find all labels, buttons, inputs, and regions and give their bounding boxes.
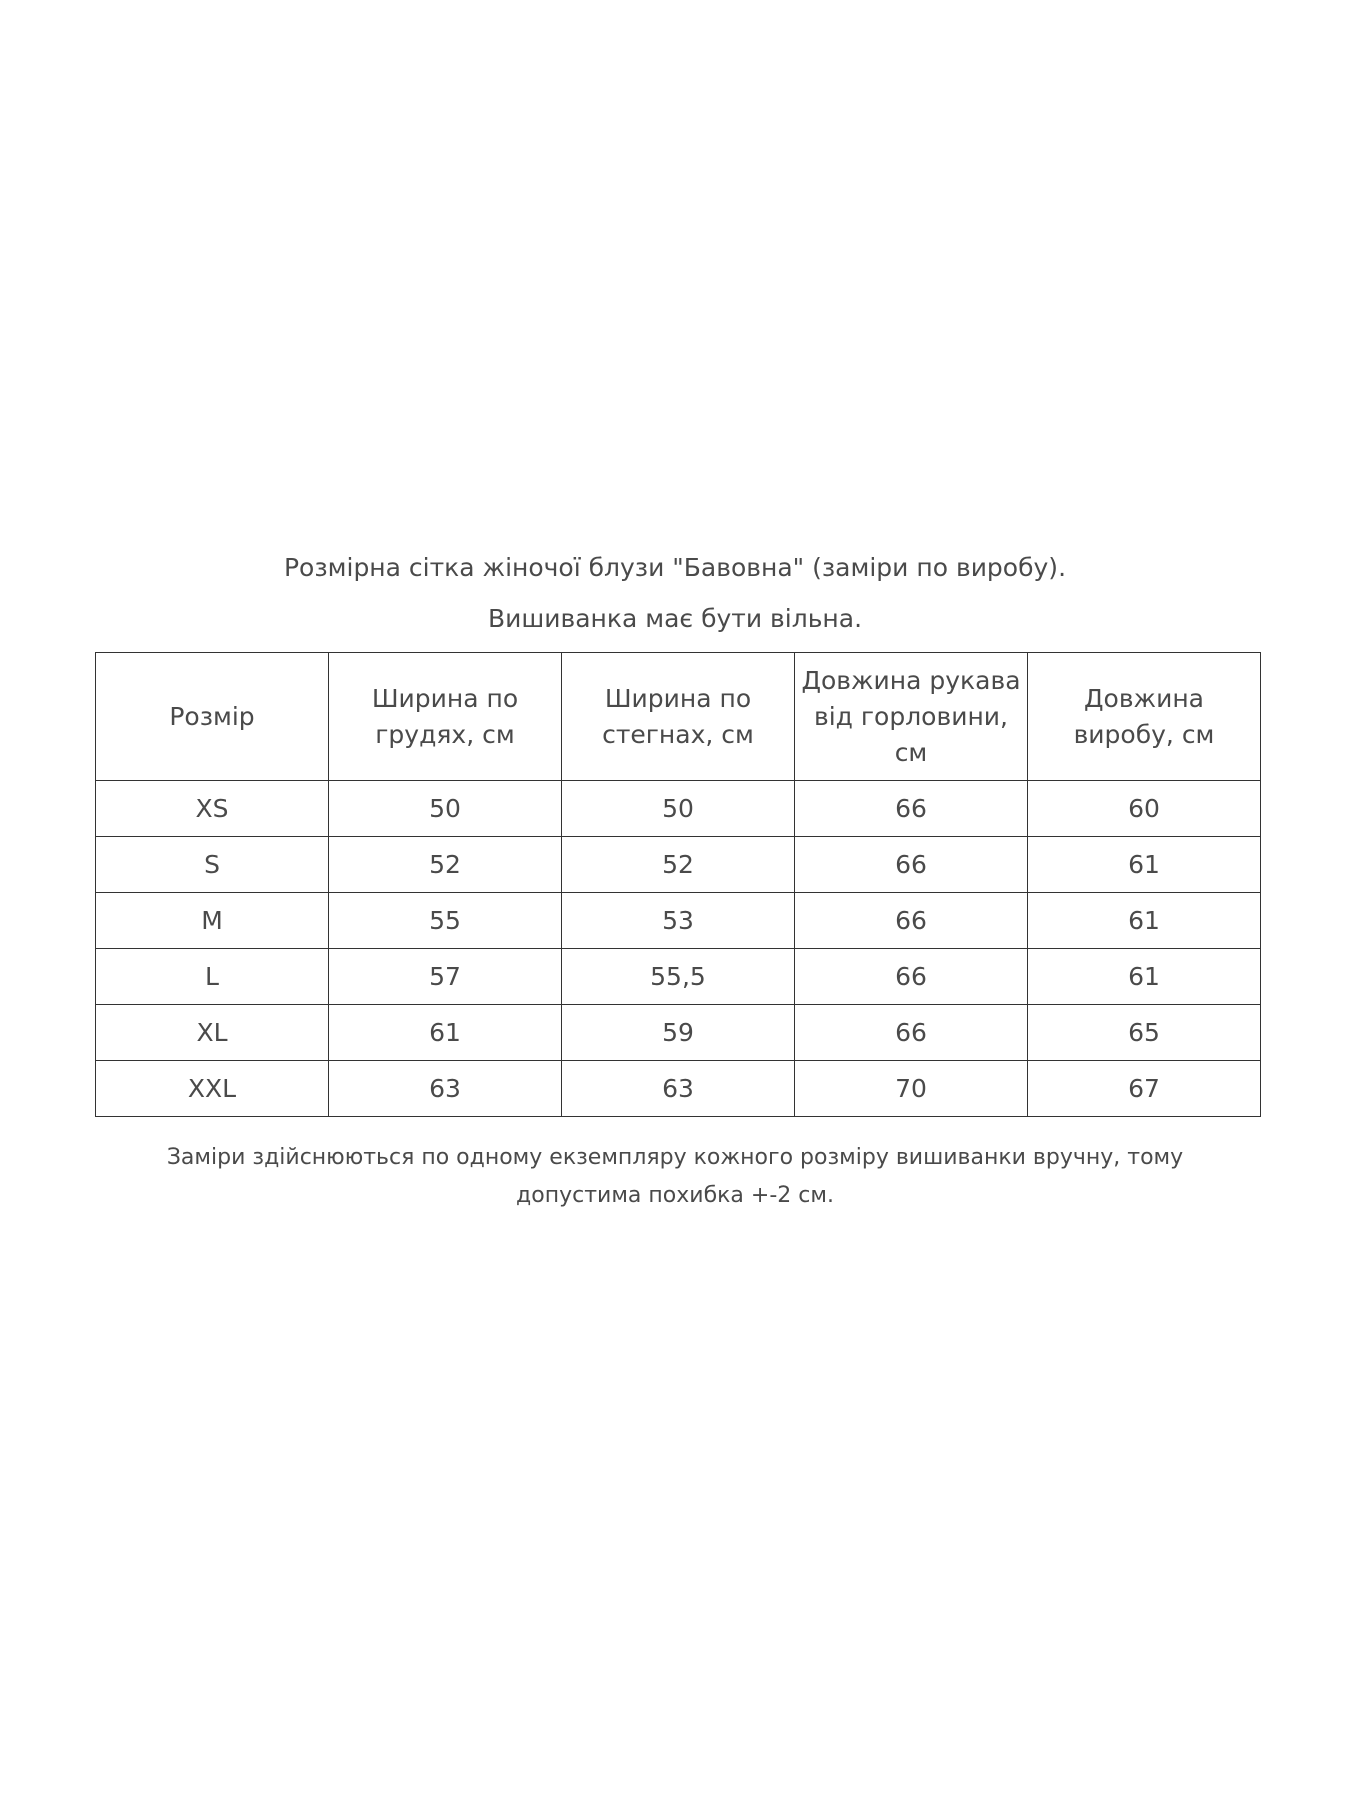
size-cell: L [96,949,329,1005]
header-sleeve-length: Довжина рукава від горловини, см [795,653,1028,781]
hip-width-cell: 55,5 [562,949,795,1005]
table-row [96,893,1261,949]
garment-length-cell: 61 [1028,893,1261,949]
table-row [96,949,1261,1005]
hip-width-cell: 59 [562,1005,795,1061]
sleeve-length-cell: 66 [795,837,1028,893]
size-cell: S [96,837,329,893]
size-cell: XS [96,781,329,837]
hip-width-cell: 63 [562,1061,795,1117]
size-cell: XXL [96,1061,329,1117]
size-chart-subtitle: Вишиванка має бути вільна. [487,604,863,633]
garment-length-cell: 65 [1028,1005,1261,1061]
garment-length-cell: 61 [1028,837,1261,893]
table-row [96,1061,1261,1117]
size-chart-title: Розмірна сітка жіночої блузи "Бавовна" (заміри по виробу). [283,553,1067,582]
chest-width-cell: 61 [329,1005,562,1061]
header-hip-width: Ширина по стегнах, см [562,653,795,781]
size-cell: XL [96,1005,329,1061]
sleeve-length-cell: 66 [795,1005,1028,1061]
size-cell: M [96,893,329,949]
measurement-note: Заміри здійснюються по одному екземпляру кожного розміру вишиванки вручну, тому допустима похибка +-2 см. [166,1145,1184,1208]
chest-width-cell: 57 [329,949,562,1005]
chest-width-cell: 63 [329,1061,562,1117]
chest-width-cell: 52 [329,837,562,893]
sleeve-length-cell: 66 [795,949,1028,1005]
sleeve-length-cell: 66 [795,893,1028,949]
hip-width-cell: 52 [562,837,795,893]
table-body [96,781,1261,1117]
garment-length-cell: 67 [1028,1061,1261,1117]
header-size: Розмір [96,653,329,781]
chest-width-cell: 50 [329,781,562,837]
chest-width-cell: 55 [329,893,562,949]
header-chest-width: Ширина по грудях, см [329,653,562,781]
header-garment-length: Довжина виробу, см [1028,653,1261,781]
garment-length-cell: 61 [1028,949,1261,1005]
table-row [96,1005,1261,1061]
sleeve-length-cell: 70 [795,1061,1028,1117]
table-row [96,837,1261,893]
hip-width-cell: 50 [562,781,795,837]
table-row [96,781,1261,837]
sleeve-length-cell: 66 [795,781,1028,837]
table-header-row [96,653,1261,781]
garment-length-cell: 60 [1028,781,1261,837]
size-table [95,652,1261,1117]
hip-width-cell: 53 [562,893,795,949]
